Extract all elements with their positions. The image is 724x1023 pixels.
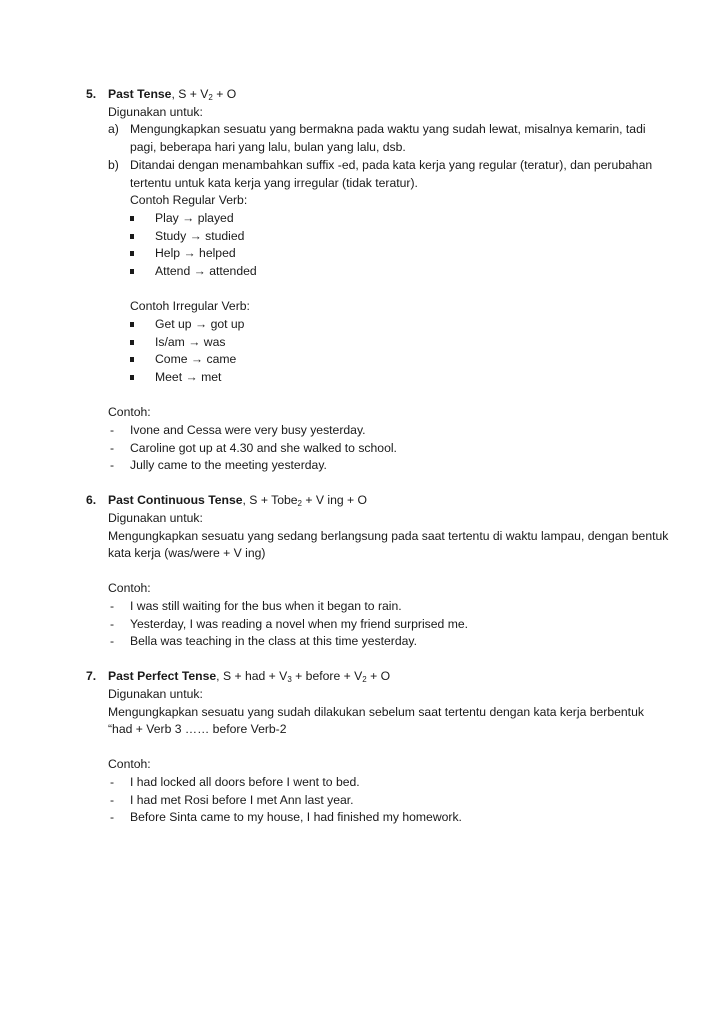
- square-bullet-icon: [130, 234, 134, 239]
- verb-base: Attend: [155, 264, 191, 278]
- dash-bullet: -: [110, 810, 115, 824]
- verb-base: Meet: [155, 370, 183, 384]
- usage-text: kata kerja (was/were + V ing): [108, 546, 266, 560]
- square-bullet-icon: [130, 269, 134, 274]
- section-number: 6.: [86, 493, 97, 507]
- examples-label: Contoh:: [108, 405, 151, 419]
- example-sentence: Bella was teaching in the class at this time yesterday.: [130, 634, 417, 648]
- formula-text: , S + Tobe: [242, 493, 298, 507]
- usage-item-text: pagi, beberapa hari yang lalu, bulan yang lalu, dsb.: [130, 140, 406, 154]
- square-bullet-icon: [130, 375, 134, 380]
- formula-text: , S + had + V: [216, 669, 288, 683]
- verb-base: Play: [155, 211, 179, 225]
- verb-past: met: [201, 370, 222, 384]
- usage-label: Digunakan untuk:: [108, 105, 203, 119]
- verb-past: studied: [205, 229, 245, 243]
- formula-subscript: 2: [297, 499, 302, 508]
- verb-past: attended: [209, 264, 257, 278]
- usage-item-text: Ditandai dengan menambahkan suffix -ed, pada kata kerja yang regular (teratur), dan perubahan: [130, 158, 653, 172]
- formula-text: , S + V: [171, 87, 209, 101]
- dash-bullet: -: [110, 793, 115, 807]
- usage-label: Digunakan untuk:: [108, 511, 203, 525]
- section-heading: [108, 492, 367, 510]
- arrow-right-icon: →: [185, 370, 198, 384]
- examples-label: Contoh:: [108, 581, 151, 595]
- example-sentence: Caroline got up at 4.30 and she walked to school.: [130, 441, 397, 455]
- section-title: Past Tense: [108, 87, 172, 101]
- usage-text: Mengungkapkan sesuatu yang sedang berlangsung pada saat tertentu di waktu lampau, dengan bentuk: [108, 529, 669, 543]
- verb-base: Is/am: [155, 335, 185, 349]
- verb-base: Come: [155, 352, 188, 366]
- formula-text: + O: [212, 87, 237, 101]
- verb-base: Study: [155, 229, 187, 243]
- dash-bullet: -: [110, 634, 115, 648]
- arrow-right-icon: →: [190, 352, 204, 366]
- example-sentence: Ivone and Cessa were very busy yesterday.: [130, 423, 366, 437]
- square-bullet-icon: [130, 216, 134, 221]
- arrow-right-icon: →: [193, 264, 206, 278]
- dash-bullet: -: [110, 775, 115, 789]
- regular-verb-label: Contoh Regular Verb:: [130, 193, 248, 207]
- formula-subscript: 2: [362, 675, 367, 684]
- verb-past: played: [197, 211, 234, 225]
- formula-text: + O: [366, 669, 391, 683]
- square-bullet-icon: [130, 340, 134, 345]
- dash-bullet: -: [110, 423, 115, 437]
- examples-label: Contoh:: [108, 757, 151, 771]
- example-sentence: Jully came to the meeting yesterday.: [130, 458, 327, 472]
- list-marker: b): [108, 158, 119, 172]
- example-sentence: I had locked all doors before I went to bed.: [130, 775, 360, 789]
- example-sentence: Yesterday, I was reading a novel when my friend surprised me.: [130, 617, 469, 631]
- section-heading: [108, 86, 236, 104]
- arrow-right-icon: →: [189, 229, 202, 243]
- dash-bullet: -: [110, 458, 115, 472]
- usage-item-text: tertentu untuk kata kerja yang irregular (tidak teratur).: [130, 176, 418, 190]
- verb-base: Get up: [155, 317, 192, 331]
- formula-text: + before + V: [291, 669, 363, 683]
- verb-past: was: [203, 335, 226, 349]
- section-number: 5.: [86, 87, 97, 101]
- section-heading: [108, 668, 390, 686]
- formula-subscript: 3: [287, 675, 292, 684]
- formula-subscript: 2: [208, 93, 213, 102]
- section-title: Past Perfect Tense: [108, 669, 217, 683]
- formula-text: + V ing + O: [301, 493, 368, 507]
- usage-text: Mengungkapkan sesuatu yang sudah dilakukan sebelum saat tertentu dengan kata kerja berbentuk: [108, 705, 644, 719]
- section-number: 7.: [86, 669, 97, 683]
- dash-bullet: -: [110, 599, 115, 613]
- usage-item-text: Mengungkapkan sesuatu yang bermakna pada waktu yang sudah lewat, misalnya kemarin, tadi: [130, 122, 646, 136]
- square-bullet-icon: [130, 357, 134, 362]
- arrow-right-icon: →: [194, 317, 208, 331]
- example-sentence: I had met Rosi before I met Ann last year.: [130, 793, 354, 807]
- dash-bullet: -: [110, 617, 115, 631]
- verb-past: helped: [199, 246, 236, 260]
- arrow-right-icon: →: [182, 211, 195, 225]
- dash-bullet: -: [110, 441, 115, 455]
- irregular-verb-label: Contoh Irregular Verb:: [130, 299, 250, 313]
- verb-base: Help: [155, 246, 181, 260]
- section-title: Past Continuous Tense: [108, 493, 243, 507]
- square-bullet-icon: [130, 251, 134, 256]
- verb-past: got up: [210, 317, 245, 331]
- arrow-right-icon: →: [183, 246, 196, 260]
- usage-label: Digunakan untuk:: [108, 687, 203, 701]
- example-sentence: Before Sinta came to my house, I had finished my homework.: [130, 810, 462, 824]
- usage-text: “had + Verb 3 …… before Verb-2: [108, 722, 287, 736]
- example-sentence: I was still waiting for the bus when it began to rain.: [130, 599, 402, 613]
- square-bullet-icon: [130, 322, 134, 327]
- arrow-right-icon: →: [188, 335, 201, 349]
- list-marker: a): [108, 122, 119, 136]
- verb-past: came: [206, 352, 237, 366]
